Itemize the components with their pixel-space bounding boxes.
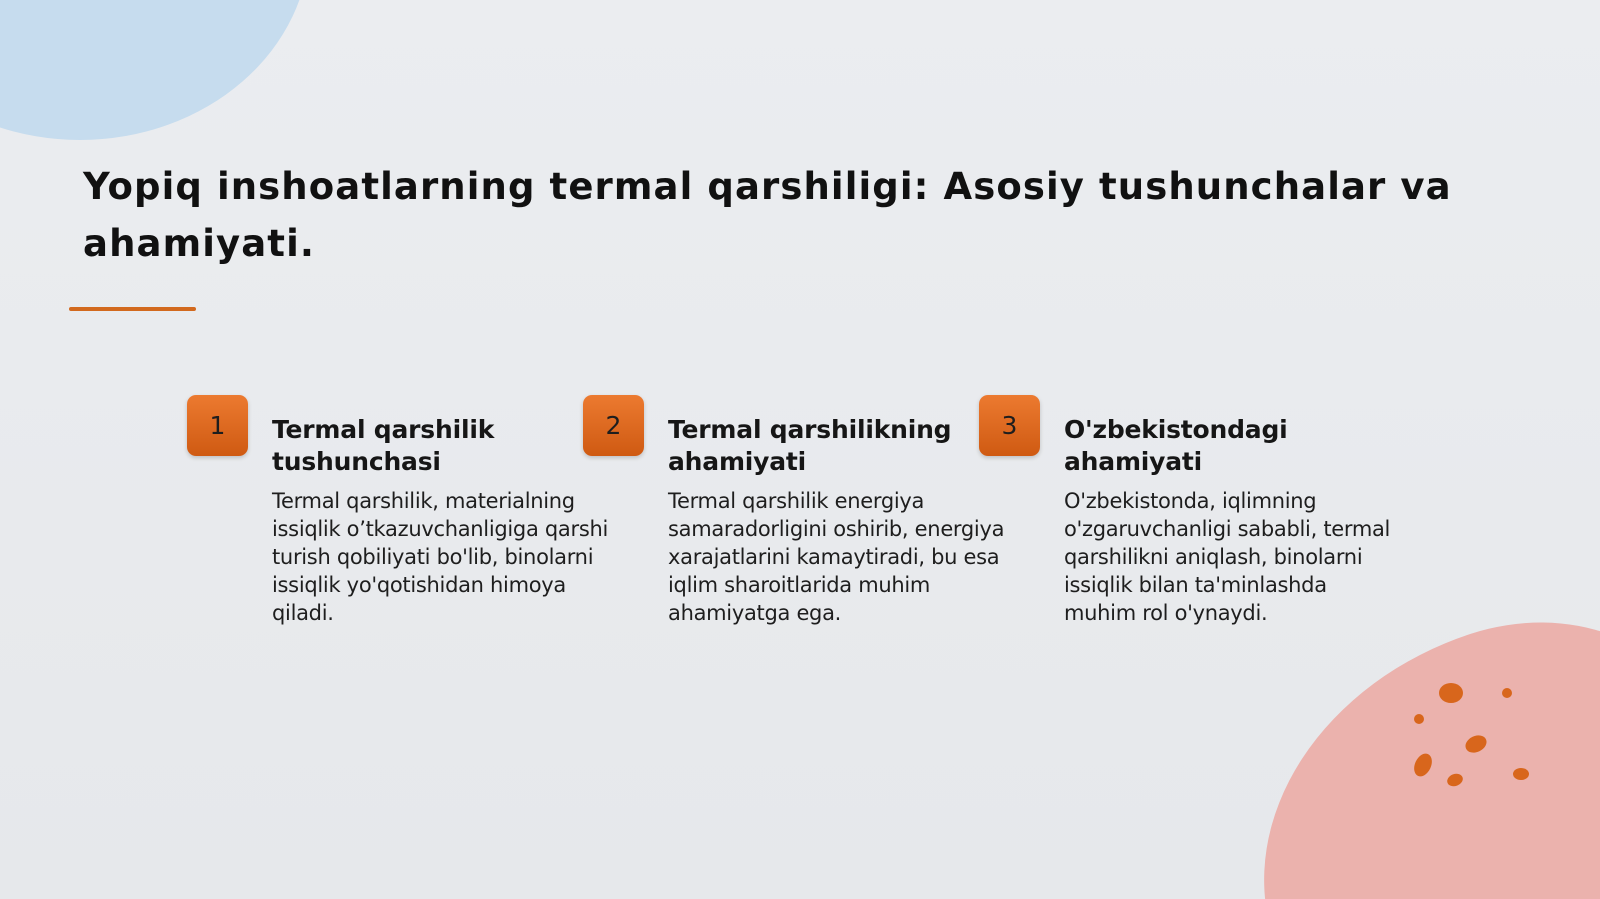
- card-heading-3: O'zbekistondagi ahamiyati: [1064, 415, 1288, 476]
- card-text-3: O'zbekistonda, iqlimning o'zgaruvchanligi sababli, termal qarshilikni aniqlash, binolarni issiqlik bilan ta'minlashda muhim rol o'ynaydi.: [1064, 489, 1391, 625]
- card-text-1: Termal qarshilik, materialning issiqlik o’tkazuvchanligiga qarshi turish qobiliyati bo'lib, binolarni issiqlik yo'qotishidan himoya qiladi.: [272, 489, 609, 625]
- info-card-2: [583, 395, 1005, 675]
- page-title: Yopiq inshoatlarning termal qarshiligi: Asosiy tushunchalar va ahamiyati.: [83, 165, 1452, 265]
- title-underline: [69, 307, 196, 311]
- info-card-1: [187, 395, 609, 675]
- card-heading-1: Termal qarshilik tushunchasi: [272, 415, 495, 476]
- number-badge-3: 3: [979, 395, 1040, 456]
- decorative-dots: [1400, 675, 1560, 795]
- number-badge-1: 1: [187, 395, 248, 456]
- card-heading-2: Termal qarshilikning ahamiyati: [668, 415, 952, 476]
- decorative-blue-blob: [0, 0, 310, 140]
- number-badge-2: 2: [583, 395, 644, 456]
- card-text-2: Termal qarshilik energiya samaradorligini oshirib, energiya xarajatlarini kamaytiradi, bu esa iqlim sharoitlarida muhim ahamiyatga ega.: [668, 489, 1005, 625]
- info-card-3: [979, 395, 1391, 675]
